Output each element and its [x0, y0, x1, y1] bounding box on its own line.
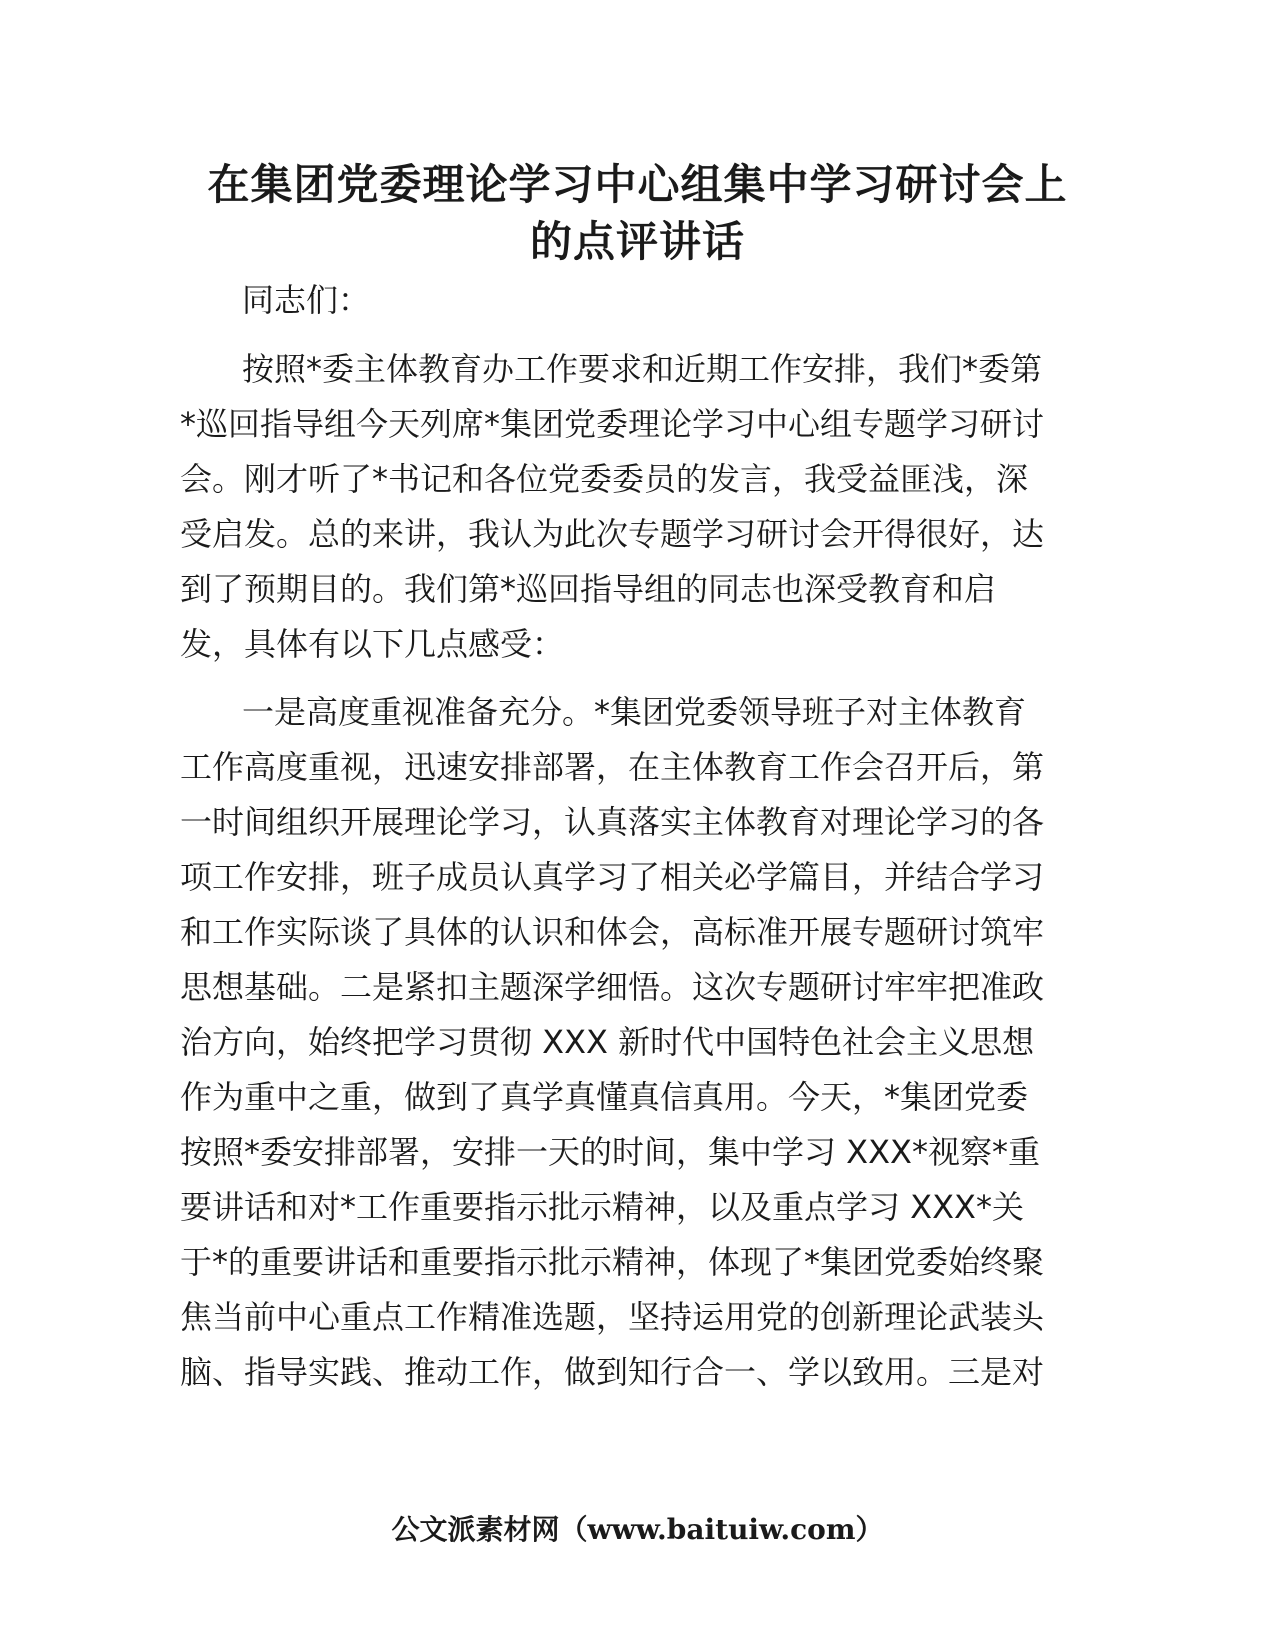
paragraph-line: 治方向，始终把学习贯彻 XXX 新时代中国特色社会主义思想 — [180, 1023, 1035, 1061]
salutation: 同志们： — [242, 281, 371, 319]
document-title-line-1: 在集团党委理论学习中心组集中学习研讨会上 — [207, 160, 1068, 209]
paragraph-line: 要讲话和对*工作重要指示批示精神，以及重点学习 XXX*关 — [180, 1188, 1024, 1226]
paragraph-line: *巡回指导组今天列席*集团党委理论学习中心组专题学习研讨 — [180, 405, 1045, 443]
paragraph-line: 脑、指导实践、推动工作，做到知行合一、学以致用。三是对 — [180, 1353, 1045, 1391]
paragraph-line: 按照*委主体教育办工作要求和近期工作安排，我们*委第 — [242, 350, 1043, 388]
paragraph-line: 发，具体有以下几点感受： — [180, 625, 565, 663]
paragraph-line: 和工作实际谈了具体的认识和体会，高标准开展专题研讨筑牢 — [180, 913, 1045, 951]
paragraph-line: 作为重中之重，做到了真学真懂真信真用。今天，*集团党委 — [180, 1078, 1029, 1116]
paragraph-line: 会。刚才听了*书记和各位党委委员的发言，我受益匪浅，深 — [180, 460, 1029, 498]
paragraph-line: 受启发。总的来讲，我认为此次专题学习研讨会开得很好，达 — [180, 515, 1045, 553]
paragraph-line: 于*的重要讲话和重要指示批示精神，体现了*集团党委始终聚 — [180, 1243, 1045, 1281]
paragraph-line: 工作高度重视，迅速安排部署，在主体教育工作会召开后，第 — [180, 748, 1045, 786]
paragraph-line: 焦当前中心重点工作精准选题，坚持运用党的创新理论武装头 — [180, 1298, 1045, 1336]
paragraph-line: 按照*委安排部署，安排一天的时间，集中学习 XXX*视察*重 — [180, 1133, 1040, 1171]
document-title-line-2: 的点评讲话 — [529, 217, 745, 266]
paragraph-line: 项工作安排，班子成员认真学习了相关必学篇目，并结合学习 — [180, 858, 1045, 896]
paragraph-line: 一时间组织开展理论学习，认真落实主体教育对理论学习的各 — [180, 803, 1045, 841]
paragraph-line: 思想基础。二是紧扣主题深学细悟。这次专题研讨牢牢把准政 — [180, 968, 1045, 1006]
paragraph-line: 到了预期目的。我们第*巡回指导组的同志也深受教育和启 — [180, 570, 997, 608]
footer-watermark: 公文派素材网（www.baituiw.com） — [391, 1513, 884, 1546]
paragraph-line: 一是高度重视准备充分。*集团党委领导班子对主体教育 — [242, 693, 1027, 731]
